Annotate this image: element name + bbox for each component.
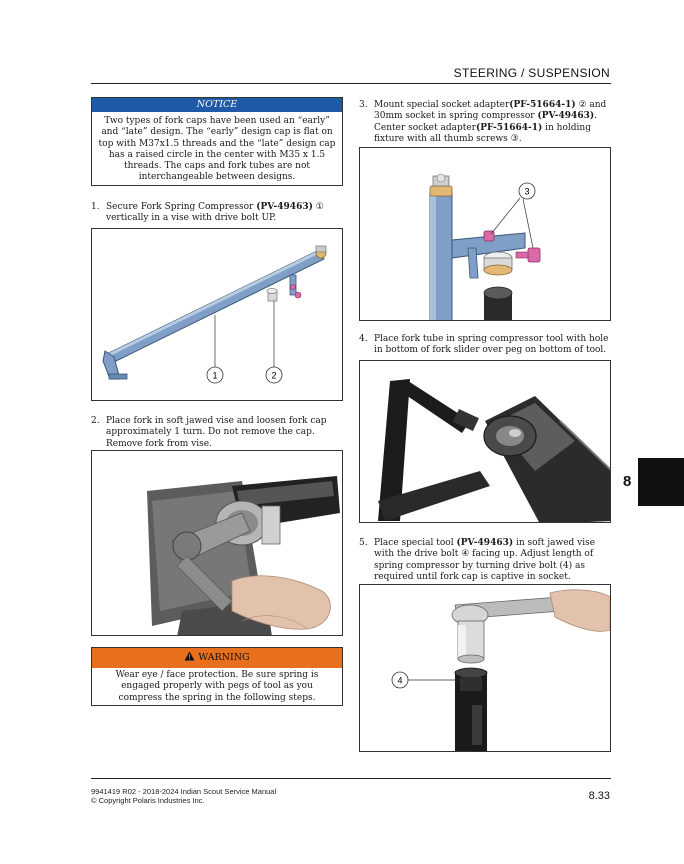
tool-number: (PV-49463): [456, 538, 514, 548]
figure-socket-adapter: [359, 147, 611, 321]
footer-rule: [91, 778, 611, 779]
tool-number: (PV-49463): [537, 111, 595, 122]
figure-spring-compressor: [91, 228, 343, 401]
notice-label: NOTICE: [92, 98, 342, 112]
chapter-number: 8: [623, 473, 632, 490]
tool-number: (PV-49463): [256, 202, 313, 212]
page-number: 8.33: [588, 790, 610, 802]
step-text: Secure Fork Spring Compressor: [106, 202, 257, 212]
figure-fork-tube-peg: [359, 360, 611, 523]
warning-text: Wear eye / face protection. Be sure spring is engaged properly with pegs of tool as you compress the spring in the following steps.: [115, 670, 319, 703]
step-text: . Center socket adapter: [374, 111, 597, 133]
step-text: Place fork in soft jawed vise and loosen fork cap approximately 1 turn. Do not remove the cap. Remove fork from vise.: [106, 416, 327, 449]
spring-compressor-illustration: [92, 229, 343, 401]
step-3: [359, 100, 611, 145]
warning-triangle-icon: [184, 651, 195, 661]
notice-box: [91, 97, 343, 186]
step-2: [91, 416, 343, 450]
section-title: STEERING / SUSPENSION: [453, 66, 610, 80]
step-5: [359, 538, 611, 583]
fork-in-vise-photo: [92, 451, 343, 636]
callout-3: 3: [524, 186, 530, 197]
step-number: 5.: [359, 538, 368, 548]
warning-box: [91, 647, 343, 706]
step-number: 3.: [359, 100, 368, 110]
fork-tube-peg-photo: [360, 361, 611, 523]
callout-1: 1: [212, 370, 218, 381]
tool-number: (PF-51664-1): [475, 122, 543, 133]
step-text: in soft jawed vise with the drive bolt ④ facing up. Adjust length of spring compressor by turning drive bolt (4) as required until fork cap is captive in socket.: [374, 538, 596, 582]
warning-label: WARNING: [198, 652, 250, 663]
tool-number: (PF-51664-1): [509, 100, 576, 110]
chapter-tab: [638, 458, 684, 506]
figure-fork-in-vise: [91, 450, 343, 636]
callout-2: 2: [271, 370, 277, 381]
step-number: 1.: [91, 202, 100, 212]
header-rule: [91, 83, 611, 84]
step-text: Mount special socket adapter: [374, 100, 510, 110]
step-text: Place special tool: [374, 538, 457, 548]
footer-info: [91, 787, 276, 805]
step-number: 2.: [91, 416, 100, 426]
socket-adapter-illustration: [360, 148, 611, 321]
step-1: [91, 202, 343, 225]
step-text: ① vertically in a vise with drive bolt UP.: [106, 202, 324, 224]
figure-drive-bolt-ratchet: [359, 584, 611, 752]
manual-title: 9941419 R02 - 2018-2024 Indian Scout Service Manual: [91, 787, 277, 796]
warning-header: [92, 648, 342, 668]
callout-4: 4: [397, 675, 403, 686]
drive-bolt-ratchet-photo: [360, 585, 611, 752]
copyright: © Copyright Polaris Industries Inc.: [91, 796, 205, 805]
step-4: [359, 334, 611, 357]
step-number: 4.: [359, 334, 368, 344]
step-text: ② and 30mm socket in spring compressor: [374, 100, 607, 122]
step-text: in holding fixture with all thumb screws ③.: [374, 122, 591, 144]
step-text: Place fork tube in spring compressor tool with hole in bottom of fork slider over peg on bottom of tool.: [374, 334, 609, 356]
notice-text: Two types of fork caps have been used an “early” and “late” design. The “early” design cap is flat on top with M37x1.5 threads and the “late” design cap has a raised circle in the center with M35 x 1.5 threads. The caps and fork tubes are not interchangeable between designs.: [98, 116, 336, 183]
